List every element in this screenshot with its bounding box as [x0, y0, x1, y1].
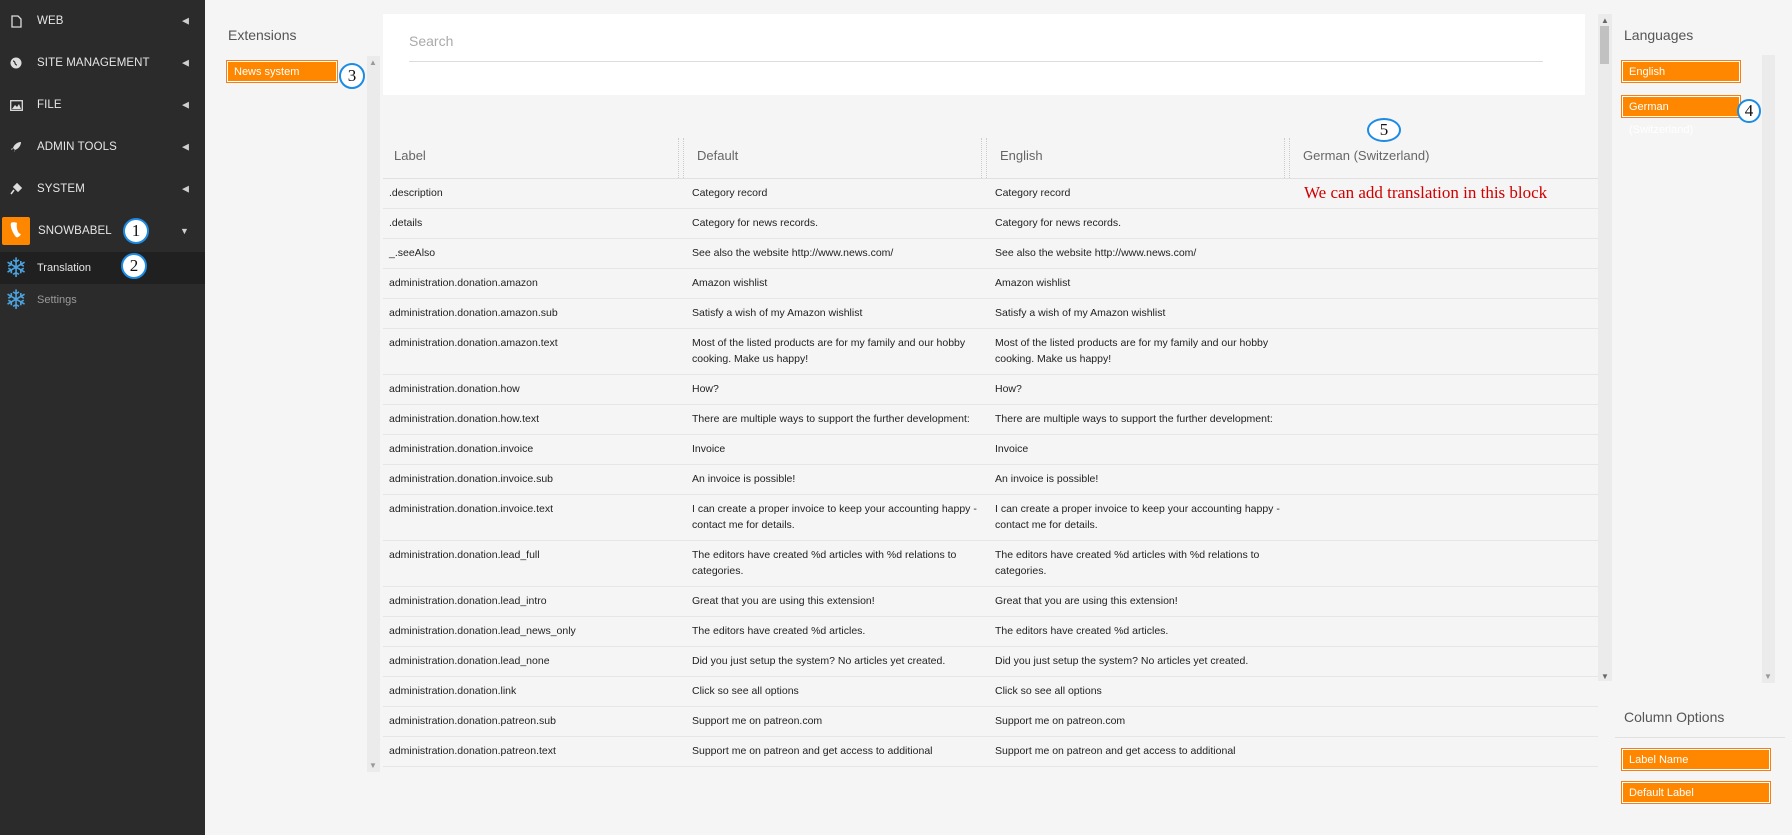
cell-german-switzerland[interactable] [1292, 677, 1598, 706]
cell-german-switzerland[interactable] [1292, 737, 1598, 766]
cell-english: Amazon wishlist [995, 277, 1071, 289]
languages-scrollbar[interactable] [1762, 55, 1775, 683]
table-row[interactable] [383, 375, 1598, 405]
cell-default: How? [692, 383, 719, 395]
menu-group-snowbabel[interactable] [0, 210, 205, 252]
cell-english: Satisfy a wish of my Amazon wishlist [995, 307, 1166, 319]
cell-default: The editors have created %d articles with %d relations to categories. [692, 549, 957, 577]
image-icon [9, 98, 23, 112]
language-item-english[interactable]: English [1621, 60, 1741, 83]
cell-english: How? [995, 383, 1022, 395]
table-row[interactable] [383, 737, 1598, 767]
table-row[interactable] [383, 329, 1598, 375]
cell-label: .description [389, 187, 443, 199]
typo3-logo-icon [2, 217, 30, 245]
cell-english: I can create a proper invoice to keep your accounting happy - contact me for details. [995, 503, 1280, 531]
menu-item-translation[interactable] [0, 252, 205, 284]
cell-label: administration.donation.invoice.text [389, 503, 554, 515]
extensions-title: Extensions [228, 27, 297, 43]
column-header-text: Label [394, 148, 426, 163]
caret-down-icon: ▼ [179, 226, 189, 236]
cell-english: There are multiple ways to support the further development: [995, 413, 1273, 425]
cell-label: administration.donation.amazon.sub [389, 307, 558, 319]
cell-english: Support me on patreon and get access to additional [995, 745, 1236, 757]
cell-english: Great that you are using this extension! [995, 595, 1178, 607]
grid-scrollbar[interactable] [1598, 14, 1612, 681]
column-option-default-label[interactable]: Default Label [1621, 781, 1771, 804]
cell-default: See also the website http://www.news.com/ [692, 247, 894, 259]
cell-label: administration.donation.how [389, 383, 520, 395]
search-input[interactable] [409, 20, 1543, 62]
cell-german-switzerland[interactable] [1292, 209, 1598, 238]
cell-german-switzerland[interactable] [1292, 375, 1598, 404]
table-row[interactable] [383, 209, 1598, 239]
scroll-down-icon: ▼ [369, 761, 377, 770]
cell-english: The editors have created %d articles. [995, 625, 1169, 637]
annotation-badge-3: 3 [339, 63, 365, 89]
extension-item-news-system[interactable]: News system [226, 60, 338, 83]
cell-english: Click so see all options [995, 685, 1102, 697]
menu-item-label: Settings [37, 294, 77, 306]
cell-default: Invoice [692, 443, 726, 455]
grid-header [383, 95, 1598, 179]
column-header-text: German (Switzerland) [1303, 148, 1430, 163]
cell-default: I can create a proper invoice to keep your accounting happy - contact me for details. [692, 503, 977, 531]
cell-default: Did you just setup the system? No articles yet created. [692, 655, 946, 667]
snowflake-icon: ❄ [4, 285, 28, 315]
column-option-label-name[interactable]: Label Name [1621, 748, 1771, 771]
table-row[interactable] [383, 299, 1598, 329]
caret-left-icon: ◀ [181, 99, 189, 110]
cell-german-switzerland[interactable] [1292, 239, 1598, 268]
menu-group-admin-tools[interactable] [0, 126, 205, 168]
column-resize-handle[interactable] [1284, 138, 1290, 178]
caret-left-icon: ◀ [181, 57, 189, 68]
table-row[interactable] [383, 239, 1598, 269]
cell-label: administration.donation.how.text [389, 413, 540, 425]
cell-default: Most of the listed products are for my family and our hobby cooking. Make us happy! [692, 337, 966, 365]
column-header-text: Default [697, 148, 739, 163]
scroll-thumb[interactable] [1600, 26, 1609, 64]
extensions-scrollbar[interactable] [367, 56, 380, 772]
table-row[interactable] [383, 405, 1598, 435]
cell-german-switzerland[interactable] [1292, 299, 1598, 328]
cell-label: administration.donation.lead_news_only [389, 625, 576, 637]
table-row[interactable] [383, 617, 1598, 647]
cell-english: Most of the listed products are for my family and our hobby cooking. Make us happy! [995, 337, 1269, 365]
cell-label: administration.donation.patreon.sub [389, 715, 556, 727]
cell-default: Satisfy a wish of my Amazon wishlist [692, 307, 863, 319]
module-menu [0, 0, 205, 835]
module-content [205, 0, 1792, 835]
menu-group-file[interactable] [0, 84, 205, 126]
cell-label: _.seeAlso [389, 247, 436, 259]
cell-label: administration.donation.lead_intro [389, 595, 547, 607]
cell-label: .details [389, 217, 423, 229]
column-header-text: English [1000, 148, 1043, 163]
cell-default: Great that you are using this extension! [692, 595, 875, 607]
column-options-title: Column Options [1615, 696, 1785, 738]
menu-group-site-management[interactable] [0, 42, 205, 84]
cell-german-switzerland[interactable] [1292, 707, 1598, 736]
column-header-english[interactable] [989, 134, 1292, 178]
menu-group-label: SNOWBABEL [38, 225, 112, 237]
cell-default: An invoice is possible! [692, 473, 796, 485]
annotation-badge-4: 4 [1737, 99, 1761, 123]
menu-item-settings[interactable] [0, 284, 205, 316]
cell-german-switzerland[interactable] [1292, 495, 1598, 540]
caret-left-icon: ◀ [181, 183, 189, 194]
cell-german-switzerland[interactable] [1292, 541, 1598, 586]
cell-label: administration.donation.link [389, 685, 517, 697]
column-header-label[interactable] [383, 134, 686, 178]
table-row[interactable] [383, 587, 1598, 617]
menu-group-system[interactable] [0, 168, 205, 210]
cell-default: There are multiple ways to support the further development: [692, 413, 970, 425]
menu-group-label: SITE MANAGEMENT [37, 57, 150, 69]
rocket-icon [9, 140, 23, 154]
table-row[interactable] [383, 269, 1598, 299]
annotation-badge-1: 1 [123, 218, 149, 244]
plug-icon [9, 182, 23, 196]
cell-default: Support me on patreon.com [692, 715, 823, 727]
annotation-note: We can add translation in this block [1304, 183, 1548, 202]
cell-german-switzerland[interactable] [1292, 329, 1598, 374]
cell-german-switzerland[interactable] [1292, 647, 1598, 676]
cell-english: Did you just setup the system? No articles yet created. [995, 655, 1249, 667]
annotation-badge-2: 2 [121, 253, 147, 279]
cell-label: administration.donation.patreon.text [389, 745, 556, 757]
column-header-default[interactable] [686, 134, 989, 178]
cell-default: Support me on patreon and get access to additional [692, 745, 933, 757]
scroll-up-icon: ▲ [369, 58, 377, 67]
column-resize-handle[interactable] [981, 138, 987, 178]
cell-default: Click so see all options [692, 685, 799, 697]
search-box [383, 14, 1585, 95]
table-row[interactable] [383, 707, 1598, 737]
cell-german-switzerland[interactable] [1292, 587, 1598, 616]
cell-label: administration.donation.lead_none [389, 655, 550, 667]
cell-german-switzerland[interactable] [1292, 405, 1598, 434]
table-row[interactable] [383, 465, 1598, 495]
cell-english: Invoice [995, 443, 1029, 455]
table-row[interactable] [383, 541, 1598, 587]
menu-item-label: Translation [37, 262, 92, 274]
menu-group-web[interactable] [0, 0, 205, 42]
cell-english: Category record [995, 187, 1071, 199]
table-row[interactable] [383, 647, 1598, 677]
cell-german-switzerland[interactable] [1292, 617, 1598, 646]
scroll-down-icon: ▼ [1601, 672, 1609, 681]
cell-german-switzerland[interactable] [1292, 435, 1598, 464]
language-item-german-switzerland[interactable]: German (Switzerland) [1621, 95, 1741, 118]
column-options-panel [1615, 696, 1785, 809]
cell-label: administration.donation.invoice [389, 443, 534, 455]
cell-default: Category record [692, 187, 768, 199]
column-header-german-switzerland[interactable] [1292, 134, 1598, 178]
cell-english: See also the website http://www.news.com/ [995, 247, 1197, 259]
cell-default: The editors have created %d articles. [692, 625, 866, 637]
cell-label: administration.donation.lead_full [389, 549, 540, 561]
annotation-badge-5: 5 [1367, 118, 1401, 142]
menu-group-label: ADMIN TOOLS [37, 141, 117, 153]
cell-default: Amazon wishlist [692, 277, 768, 289]
menu-group-label: WEB [37, 15, 64, 27]
cell-label: administration.donation.invoice.sub [389, 473, 554, 485]
cell-english: Category for news records. [995, 217, 1122, 229]
menu-group-label: SYSTEM [37, 183, 85, 195]
scroll-up-icon: ▲ [1601, 16, 1609, 25]
table-row[interactable] [383, 495, 1598, 541]
cell-label: administration.donation.amazon [389, 277, 538, 289]
cell-german-switzerland[interactable] [1292, 269, 1598, 298]
cell-default: Category for news records. [692, 217, 819, 229]
cell-german-switzerland[interactable] [1292, 465, 1598, 494]
table-row[interactable] [383, 435, 1598, 465]
languages-title: Languages [1624, 27, 1694, 43]
cell-english: The editors have created %d articles with %d relations to categories. [995, 549, 1260, 577]
cell-english: Support me on patreon.com [995, 715, 1126, 727]
table-row[interactable] [383, 677, 1598, 707]
snowflake-icon: ❄ [4, 253, 28, 283]
caret-left-icon: ◀ [181, 141, 189, 152]
page-icon [9, 14, 23, 28]
cell-label: administration.donation.amazon.text [389, 337, 558, 349]
globe-icon [9, 56, 23, 70]
grid-body [383, 179, 1598, 757]
cell-english: An invoice is possible! [995, 473, 1099, 485]
column-resize-handle[interactable] [678, 138, 684, 178]
scroll-down-icon: ▼ [1764, 672, 1772, 681]
caret-left-icon: ◀ [181, 15, 189, 26]
menu-group-label: FILE [37, 99, 62, 111]
